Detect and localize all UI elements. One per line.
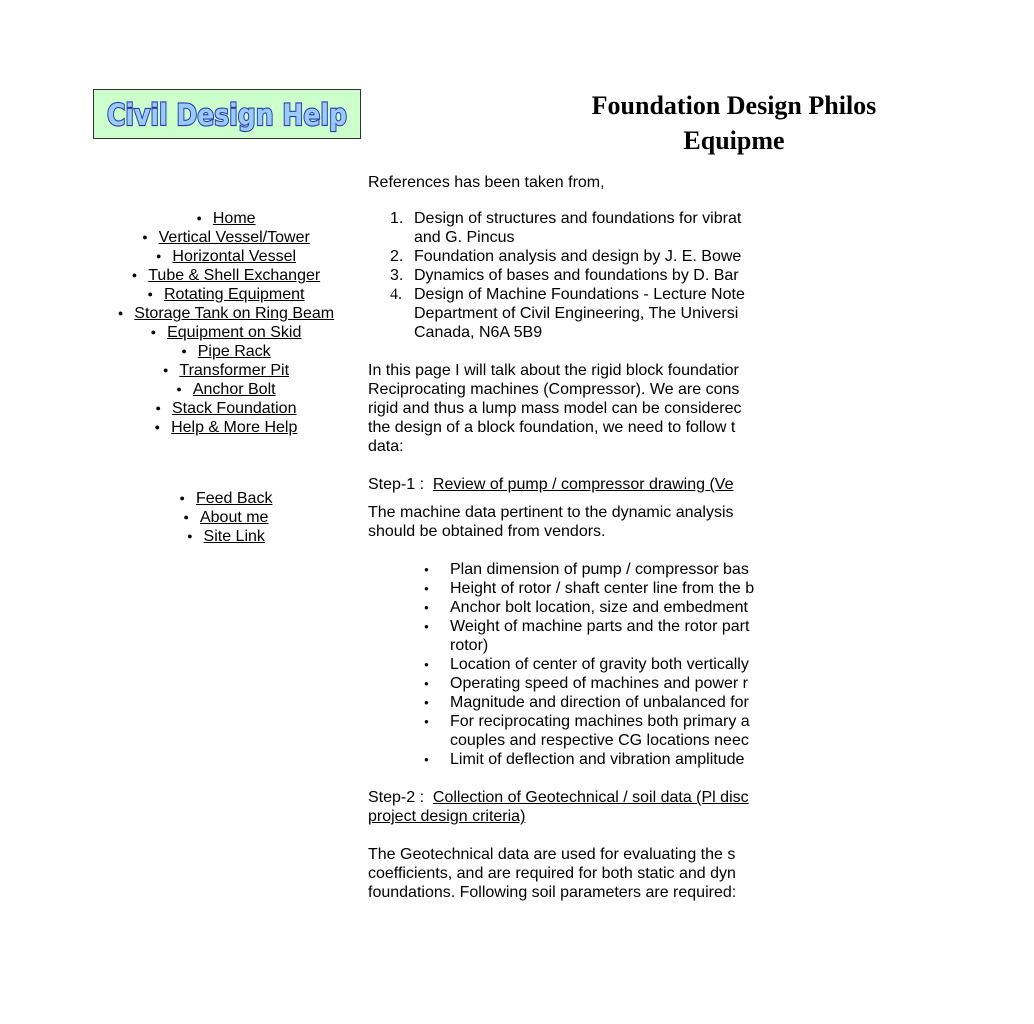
bullet-icon: ● bbox=[181, 346, 187, 356]
reference-line: Foundation analysis and design by J. E. Bowe bbox=[414, 248, 742, 265]
reference-item bbox=[368, 266, 888, 285]
reference-item bbox=[368, 285, 888, 342]
bullet-icon: ● bbox=[155, 403, 161, 413]
machine-data-line: rotor) bbox=[450, 637, 489, 654]
bullet-icon: ● bbox=[155, 251, 162, 261]
machine-data-item bbox=[368, 750, 888, 769]
intro-line: In this page I will talk about the rigid block foundatior bbox=[368, 362, 739, 379]
nav-link-stack-foundation[interactable]: Stack Foundation bbox=[171, 400, 297, 417]
nav-link-pipe-rack[interactable]: Pipe Rack bbox=[197, 343, 271, 360]
step-1-heading bbox=[368, 475, 888, 494]
nav-item-vertical-vessel bbox=[84, 228, 368, 247]
page-title-line-1: Foundation Design Philos bbox=[591, 91, 877, 120]
nav-item-home bbox=[84, 209, 368, 228]
machine-data-line: ● Plan dimension of pump / compressor bas bbox=[450, 561, 749, 578]
machine-data-line: ● Magnitude and direction of unbalanced for bbox=[450, 694, 749, 711]
secondary-nav-list bbox=[84, 489, 368, 546]
step-2-title: Collection of Geotechnical / soil data (Pl disc bbox=[432, 789, 749, 806]
step-2-paragraph bbox=[368, 845, 888, 902]
bullet-icon: ● bbox=[179, 493, 185, 503]
bullet-icon: ● bbox=[150, 327, 157, 337]
main-content bbox=[368, 173, 888, 902]
machine-data-line: ● Operating speed of machines and power r bbox=[450, 675, 748, 692]
intro-line: Reciprocating machines (Compressor). We are cons bbox=[368, 381, 740, 398]
bullet-icon: ● bbox=[183, 512, 189, 522]
intro-line: data: bbox=[368, 438, 404, 455]
logo-text: Civil Design Help bbox=[107, 98, 347, 132]
bullet-icon: ● bbox=[117, 308, 124, 318]
step-1-line: The machine data pertinent to the dynamic analysis bbox=[368, 504, 734, 521]
nav-link-exchanger[interactable]: Tube & Shell Exchanger bbox=[148, 267, 321, 284]
nav-link-about-me[interactable]: About me bbox=[199, 509, 269, 526]
bullet-icon: ● bbox=[196, 213, 202, 223]
nav-item-anchor-bolt bbox=[84, 380, 368, 399]
nav-item-help bbox=[84, 418, 368, 437]
intro-paragraph bbox=[368, 361, 888, 456]
intro-line: the design of a block foundation, we need to follow t bbox=[368, 419, 736, 436]
machine-data-line: ● Location of center of gravity both vertically bbox=[450, 656, 749, 673]
machine-data-item bbox=[368, 560, 888, 579]
step-1-title: Review of pump / compressor drawing (Ve bbox=[432, 476, 734, 493]
step-1-line: should be obtained from vendors. bbox=[368, 523, 606, 540]
nav-item-storage-tank bbox=[84, 304, 368, 323]
reference-line: and G. Pincus bbox=[414, 229, 515, 246]
page-title-line-2: Equipme bbox=[683, 126, 785, 155]
nav-link-anchor-bolt[interactable]: Anchor Bolt bbox=[192, 381, 276, 398]
nav-link-rotating-equipment[interactable]: Rotating Equipment bbox=[163, 286, 305, 303]
machine-data-item bbox=[368, 712, 888, 750]
nav-link-transformer-pit[interactable]: Transformer Pit bbox=[179, 362, 290, 379]
machine-data-line: ● Anchor bolt location, size and embedment bbox=[450, 599, 748, 616]
machine-data-item bbox=[368, 693, 888, 712]
machine-data-item bbox=[368, 579, 888, 598]
machine-data-line: ● Limit of deflection and vibration amplitude bbox=[450, 751, 745, 768]
nav-link-feed-back[interactable]: Feed Back bbox=[195, 490, 273, 507]
nav-item-exchanger bbox=[84, 266, 368, 285]
nav-item-about-me bbox=[84, 508, 368, 527]
nav-link-home[interactable]: Home bbox=[212, 210, 256, 227]
machine-data-item bbox=[368, 617, 888, 655]
bullet-icon: ● bbox=[162, 365, 169, 375]
reference-line: Department of Civil Engineering, The Universi bbox=[414, 305, 739, 322]
nav-link-storage-tank[interactable]: Storage Tank on Ring Beam bbox=[134, 305, 335, 322]
machine-data-item bbox=[368, 598, 888, 617]
step-1-paragraph bbox=[368, 503, 888, 541]
nav-item-transformer-pit bbox=[84, 361, 368, 380]
reference-number: 1. bbox=[390, 210, 404, 227]
reference-item bbox=[368, 247, 888, 266]
machine-data-line: ● For reciprocating machines both primary a bbox=[450, 713, 750, 730]
reference-line: Design of Machine Foundations - Lecture Note bbox=[414, 286, 745, 303]
reference-number: 3. bbox=[390, 267, 404, 284]
nav-link-help[interactable]: Help & More Help bbox=[171, 419, 298, 436]
nav-item-feed-back bbox=[84, 489, 368, 508]
machine-data-list bbox=[368, 560, 888, 769]
bullet-icon: ● bbox=[176, 384, 182, 394]
reference-line: Canada, N6A 5B9 bbox=[414, 324, 543, 341]
nav-item-pipe-rack bbox=[84, 342, 368, 361]
bullet-icon: ● bbox=[187, 531, 193, 541]
reference-line: Dynamics of bases and foundations by D. Bar bbox=[414, 267, 739, 284]
bullet-icon: ● bbox=[142, 232, 148, 242]
nav-link-site-link[interactable]: Site Link bbox=[203, 528, 265, 545]
nav-item-rotating-equipment bbox=[84, 285, 368, 304]
bullet-icon: ● bbox=[154, 422, 161, 432]
step-2-line: foundations. Following soil parameters are required: bbox=[368, 884, 737, 901]
references-list bbox=[368, 209, 888, 342]
step-1-label: Step-1 : bbox=[368, 476, 433, 493]
sidebar-nav bbox=[84, 209, 368, 546]
primary-nav-list bbox=[84, 209, 368, 437]
step-2-title-continued: project design criteria) bbox=[368, 808, 526, 825]
logo-wordmark bbox=[101, 92, 353, 136]
machine-data-item bbox=[368, 655, 888, 674]
nav-item-horizontal-vessel bbox=[84, 247, 368, 266]
step-2-line: coefficients, and are required for both static and dyn bbox=[368, 865, 736, 882]
step-2-heading bbox=[368, 788, 888, 826]
reference-number: 2. bbox=[390, 248, 404, 265]
bullet-icon: ● bbox=[131, 270, 138, 280]
reference-item bbox=[368, 209, 888, 247]
machine-data-line: ● Weight of machine parts and the rotor part bbox=[450, 618, 750, 635]
machine-data-line: couples and respective CG locations neec bbox=[450, 732, 749, 749]
references-intro: References has been taken from, bbox=[368, 174, 605, 191]
site-logo[interactable] bbox=[93, 89, 361, 139]
reference-line: Design of structures and foundations for vibrat bbox=[414, 210, 742, 227]
nav-item-site-link bbox=[84, 527, 368, 546]
nav-item-equipment-skid bbox=[84, 323, 368, 342]
step-2-label: Step-2 : bbox=[368, 789, 433, 806]
reference-number: 4. bbox=[390, 286, 402, 303]
nav-link-equipment-skid[interactable]: Equipment on Skid bbox=[167, 324, 302, 341]
step-2-line: The Geotechnical data are used for evaluating the s bbox=[368, 846, 736, 863]
bullet-icon: ● bbox=[147, 289, 153, 299]
page-title bbox=[434, 88, 1034, 158]
nav-link-horizontal-vessel[interactable]: Horizontal Vessel bbox=[172, 248, 297, 265]
machine-data-item bbox=[368, 674, 888, 693]
nav-item-stack-foundation bbox=[84, 399, 368, 418]
intro-line: rigid and thus a lump mass model can be considerec bbox=[368, 400, 742, 417]
machine-data-line: ● Height of rotor / shaft center line from the b bbox=[450, 580, 755, 597]
nav-link-vertical-vessel[interactable]: Vertical Vessel/Tower bbox=[158, 229, 310, 246]
